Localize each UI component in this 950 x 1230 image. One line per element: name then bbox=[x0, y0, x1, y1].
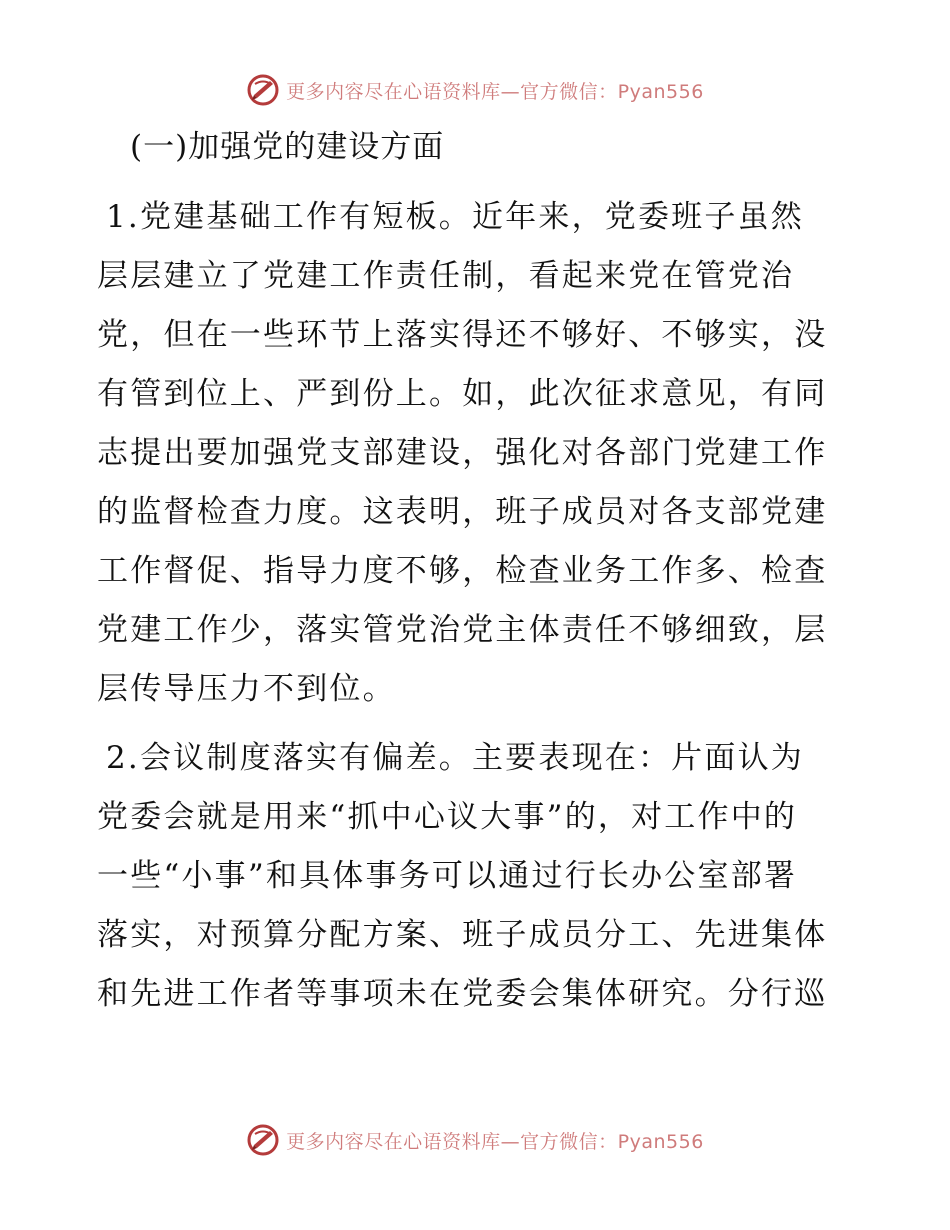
text-line: 党委会就是用来“抓中心议大事”的，对工作中的 bbox=[97, 799, 798, 835]
header-watermark bbox=[0, 70, 950, 110]
watermark-text: 更多内容尽在心语资料库—官方微信：Pyan556 bbox=[286, 1130, 704, 1153]
text-line: 一些“小事”和具体事务可以通过行长办公室部署 bbox=[97, 858, 798, 894]
text-line: 层传导压力不到位。 bbox=[97, 671, 396, 707]
book-pen-logo-icon bbox=[246, 1123, 280, 1157]
text-line: 2.会议制度落实有偏差。主要表现在：片面认为 bbox=[106, 740, 804, 776]
text-line: 落实，对预算分配方案、班子成员分工、先进集体 bbox=[97, 917, 828, 953]
text-line: 和先进工作者等事项未在党委会集体研究。分行巡 bbox=[97, 976, 828, 1012]
text-line: 志提出要加强党支部建设，强化对各部门党建工作 bbox=[97, 435, 828, 471]
book-pen-logo-icon bbox=[246, 73, 280, 107]
document-body bbox=[97, 118, 849, 1024]
paragraph-1 bbox=[97, 188, 849, 719]
text-line: 层层建立了党建工作责任制，看起来党在管党治 bbox=[97, 258, 795, 294]
text-line: 党建工作少，落实管党治党主体责任不够细致，层 bbox=[97, 612, 828, 648]
footer-watermark bbox=[0, 1120, 950, 1160]
watermark-text: 更多内容尽在心语资料库—官方微信：Pyan556 bbox=[286, 80, 704, 103]
paragraph-2 bbox=[97, 729, 849, 1024]
text-line: 党，但在一些环节上落实得还不够好、不够实，没 bbox=[97, 317, 828, 353]
section-heading: (一)加强党的建设方面 bbox=[130, 129, 445, 165]
text-line: 有管到位上、严到份上。如，此次征求意见，有同 bbox=[97, 376, 828, 412]
text-line: 1.党建基础工作有短板。近年来，党委班子虽然 bbox=[106, 199, 804, 235]
text-line: 的监督检查力度。这表明，班子成员对各支部党建 bbox=[97, 494, 828, 530]
text-line: 工作督促、指导力度不够，检查业务工作多、检查 bbox=[97, 553, 828, 589]
